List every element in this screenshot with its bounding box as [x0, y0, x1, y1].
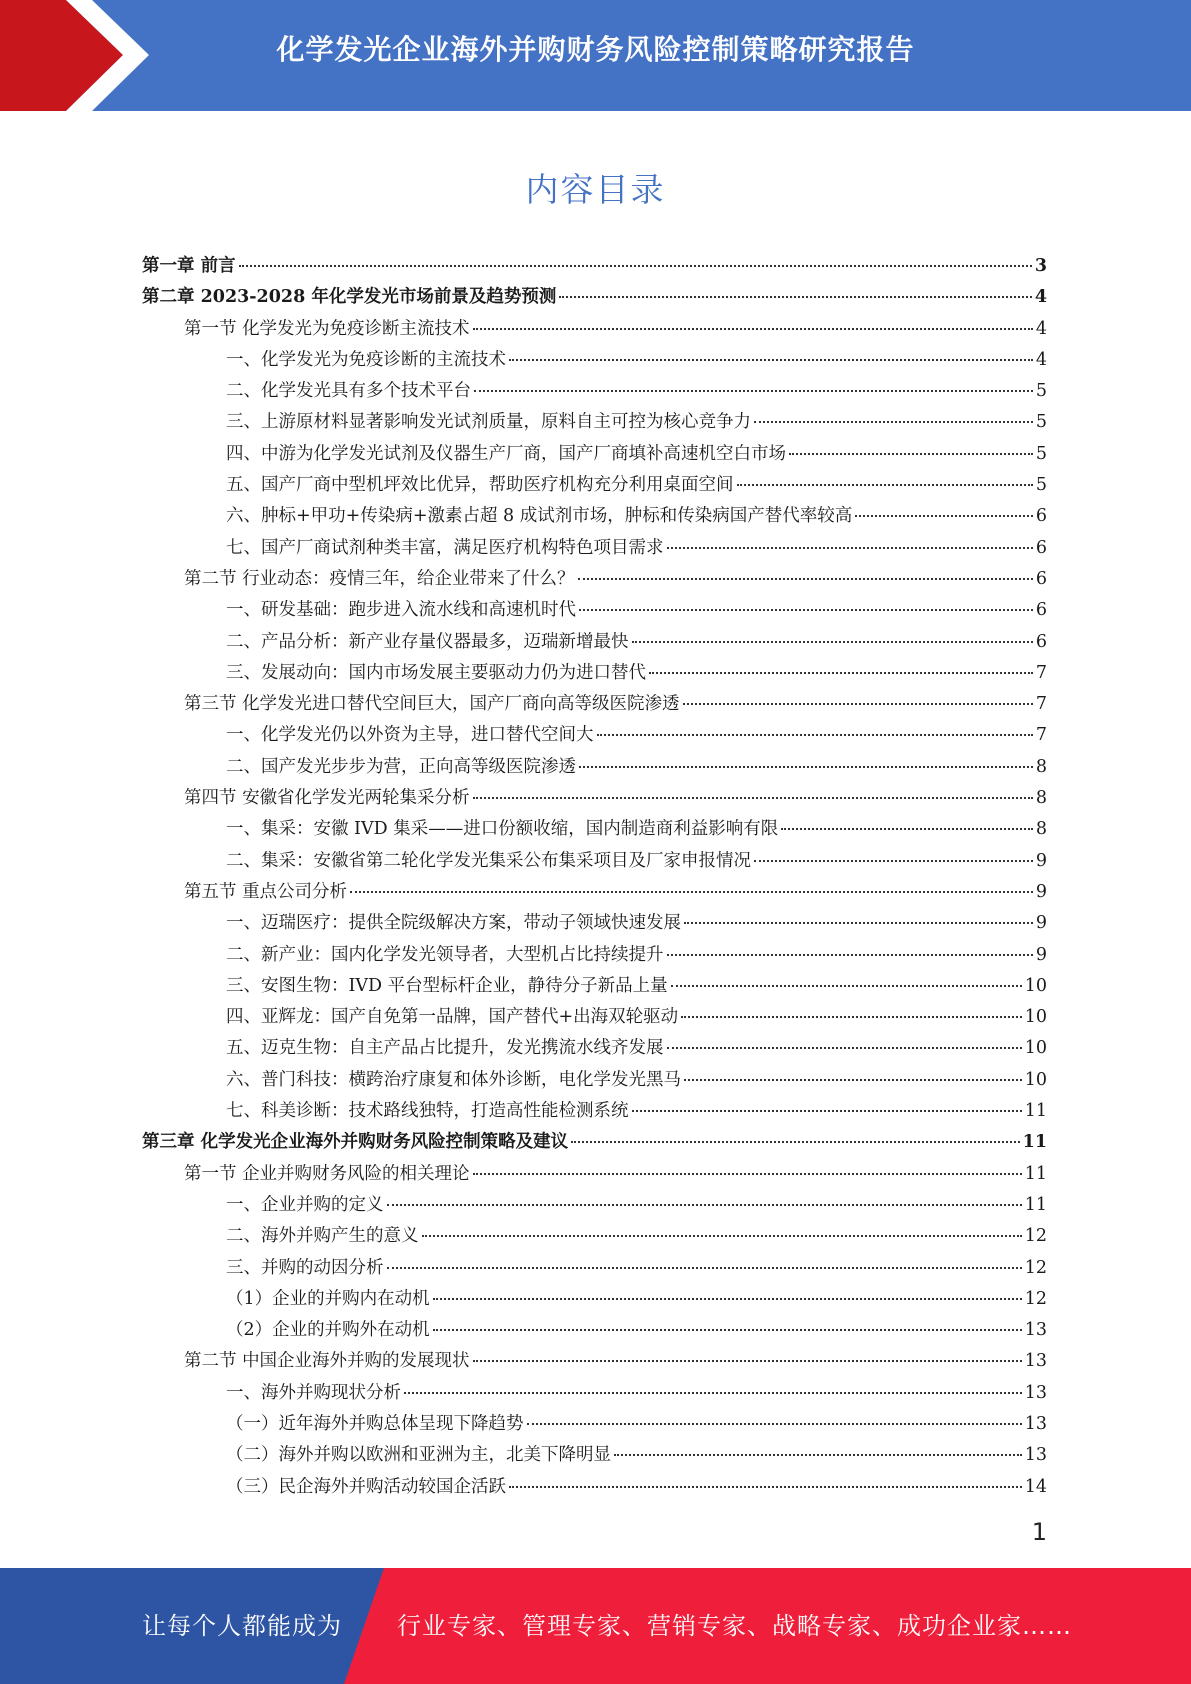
toc-entry-title: （1）企业的并购内在动机: [226, 1288, 430, 1309]
toc-entry-page: 5: [1035, 443, 1047, 464]
toc-dot-leader: [387, 1267, 1022, 1269]
page-title: 内容目录: [525, 170, 666, 209]
toc-entry-title: 三、并购的动因分析: [226, 1257, 384, 1278]
toc-dot-leader: [404, 1392, 1022, 1394]
toc-dot-leader: [684, 922, 1033, 924]
toc-entry-page: 6: [1035, 600, 1047, 621]
toc-dot-leader: [473, 1360, 1022, 1362]
toc-dot-leader: [527, 1423, 1022, 1425]
toc-entry-title: 第五节 重点公司分析: [184, 881, 348, 902]
toc-entry-title: 三、上游原材料显著影响发光试剂质量，原料自主可控为核心竞争力: [226, 412, 751, 433]
toc-entry-title: 一、研发基础：跑步进入流水线和高速机时代: [226, 600, 576, 621]
toc-entry-title: 六、肿标+甲功+传染病+激素占超 8 成试剂市场，肿标和传染病国产替代率较高: [226, 506, 853, 527]
toc-entry-title: 一、集采：安徽 IVD 集采——进口份额收缩，国内制造商利益影响有限: [226, 819, 779, 840]
toc-dot-leader: [433, 1329, 1022, 1331]
toc-entry-title: 四、亚辉龙：国产自免第一品牌，国产替代+出海双轮驱动: [226, 1007, 679, 1028]
toc-entry-title: 第三节 化学发光进口替代空间巨大，国产厂商向高等级医院渗透: [184, 694, 680, 715]
toc-dot-leader: [667, 954, 1033, 956]
toc-dot-leader: [667, 547, 1033, 549]
toc-entry-page: 10: [1024, 1038, 1047, 1059]
toc-entry-page: 12: [1024, 1257, 1047, 1278]
page-number: 1: [1031, 1518, 1047, 1546]
toc-dot-leader: [422, 1235, 1022, 1237]
toc-entry-title: 二、集采：安徽省第二轮化学发光集采公布集采项目及厂家申报情况: [226, 850, 751, 871]
toc-entry[interactable]: [142, 252, 1047, 283]
toc-entry[interactable]: [142, 1441, 1047, 1472]
toc-dot-leader: [387, 1204, 1022, 1206]
toc-entry-title: 七、国产厂商试剂种类丰富，满足医疗机构特色项目需求: [226, 537, 664, 558]
toc-entry-page: 13: [1024, 1351, 1047, 1372]
toc-entry[interactable]: [142, 784, 1047, 815]
toc-entry-page: 13: [1024, 1413, 1047, 1434]
toc-dot-leader: [649, 672, 1033, 674]
toc-entry-page: 8: [1035, 788, 1047, 809]
toc-entry-title: （一）近年海外并购总体呈现下降趋势: [226, 1413, 524, 1434]
footer-slogan-left: 让每个人都能成为: [142, 1612, 342, 1640]
toc-entry[interactable]: [142, 815, 1047, 846]
toc-entry-title: 二、新产业：国内化学发光领导者，大型机占比持续提升: [226, 944, 664, 965]
toc-entry-title: 第二章 2023-2028 年化学发光市场前景及趋势预测: [142, 287, 557, 308]
toc-entry[interactable]: [142, 346, 1047, 377]
toc-entry[interactable]: [142, 1191, 1047, 1222]
toc-entry-page: 13: [1024, 1382, 1047, 1403]
toc-entry[interactable]: [142, 847, 1047, 878]
toc-dot-leader: [571, 1141, 1020, 1143]
toc-entry-title: 二、化学发光具有多个技术平台: [226, 381, 471, 402]
toc-entry-title: （二）海外并购以欧洲和亚洲为主，北美下降明显: [226, 1445, 611, 1466]
toc-dot-leader: [683, 703, 1033, 705]
toc-dot-leader: [559, 296, 1031, 298]
toc-entry-page: 11: [1022, 1132, 1047, 1153]
toc-entry[interactable]: [142, 941, 1047, 972]
toc-entry[interactable]: [142, 1222, 1047, 1253]
toc-entry-title: 二、海外并购产生的意义: [226, 1226, 419, 1247]
toc-entry[interactable]: [142, 534, 1047, 565]
toc-entry-title: 五、迈克生物：自主产品占比提升，发光携流水线齐发展: [226, 1038, 664, 1059]
toc-entry-title: 第一章 前言: [142, 256, 236, 276]
toc-dot-leader: [667, 1047, 1022, 1049]
toc-dot-leader: [579, 609, 1033, 611]
toc-dot-leader: [684, 1079, 1022, 1081]
toc-entry[interactable]: [142, 408, 1047, 439]
toc-entry-page: 14: [1024, 1476, 1047, 1497]
toc-dot-leader: [473, 1173, 1022, 1175]
toc-entry-title: 五、国产厂商中型机坪效比优异，帮助医疗机构充分利用桌面空间: [226, 475, 734, 496]
toc-dot-leader: [737, 484, 1033, 486]
toc-entry[interactable]: [142, 1034, 1047, 1065]
toc-entry-title: 三、安图生物：IVD 平台型标杆企业，静待分子新品上量: [226, 975, 668, 996]
toc-dot-leader: [579, 766, 1033, 768]
toc-entry-title: 第四节 安徽省化学发光两轮集采分析: [184, 788, 470, 809]
toc-entry[interactable]: [142, 502, 1047, 533]
toc-dot-leader: [473, 797, 1033, 799]
footer-slogan-right: 行业专家、管理专家、营销专家、战略专家、成功企业家……: [397, 1612, 1072, 1640]
toc-entry-title: 一、化学发光仍以外资为主导，进口替代空间大: [226, 725, 594, 746]
report-title: 化学发光企业海外并购财务风险控制策略研究报告: [276, 33, 915, 66]
toc-entry-title: （2）企业的并购外在动机: [226, 1320, 430, 1341]
toc-entry[interactable]: [142, 909, 1047, 940]
toc-entry-page: 3: [1034, 256, 1047, 276]
toc-entry[interactable]: [142, 1128, 1047, 1159]
toc-dot-leader: [509, 359, 1033, 361]
toc-entry-page: 4: [1035, 318, 1047, 339]
toc-entry-title: 一、化学发光为免疫诊断的主流技术: [226, 349, 506, 370]
toc-entry[interactable]: [142, 878, 1047, 909]
toc-entry-title: 二、国产发光步步为营，正向高等级医院渗透: [226, 756, 576, 777]
toc-entry-page: 9: [1035, 881, 1047, 902]
toc-entry-page: 5: [1035, 475, 1047, 496]
toc-dot-leader: [754, 860, 1033, 862]
toc-entry[interactable]: [142, 659, 1047, 690]
toc-entry[interactable]: [142, 565, 1047, 596]
toc-entry[interactable]: [142, 283, 1047, 314]
toc-entry[interactable]: [142, 721, 1047, 752]
toc-entry-title: 二、产品分析：新产业存量仪器最多，迈瑞新增最快: [226, 631, 629, 652]
toc-entry[interactable]: [142, 1160, 1047, 1191]
toc-entry-page: 7: [1035, 662, 1047, 683]
toc-entry-title: 第一节 企业并购财务风险的相关理论: [184, 1163, 470, 1184]
toc-entry[interactable]: [142, 690, 1047, 721]
toc-entry-page: 13: [1024, 1320, 1047, 1341]
toc-dot-leader: [632, 641, 1033, 643]
toc-entry-page: 10: [1024, 1007, 1047, 1028]
toc-entry[interactable]: [142, 1316, 1047, 1347]
toc-entry[interactable]: [142, 1410, 1047, 1441]
toc-entry-page: 8: [1035, 819, 1047, 840]
toc-entry[interactable]: [142, 972, 1047, 1003]
toc-entry[interactable]: [142, 315, 1047, 346]
toc-entry-page: 7: [1035, 725, 1047, 746]
toc-entry[interactable]: [142, 1254, 1047, 1285]
toc-entry-title: （三）民企海外并购活动较国企活跃: [226, 1476, 506, 1497]
toc-entry-page: 7: [1035, 694, 1047, 715]
toc-entry-title: 六、普门科技：横跨治疗康复和体外诊断，电化学发光黑马: [226, 1069, 681, 1090]
toc-entry-title: 第三章 化学发光企业海外并购财务风险控制策略及建议: [142, 1132, 569, 1153]
toc-dot-leader: [433, 1298, 1022, 1300]
toc-dot-leader: [754, 421, 1033, 423]
header-banner: [0, 0, 1191, 111]
toc-dot-leader: [671, 985, 1022, 987]
toc-dot-leader: [789, 453, 1033, 455]
toc-entry[interactable]: [142, 377, 1047, 408]
toc-entry-page: 13: [1024, 1445, 1047, 1466]
toc-dot-leader: [781, 828, 1033, 830]
toc-entry-title: 一、迈瑞医疗：提供全院级解决方案，带动子领域快速发展: [226, 913, 681, 934]
toc-entry-page: 6: [1035, 631, 1047, 652]
table-of-contents: [142, 252, 1047, 1504]
toc-entry-page: 5: [1035, 412, 1047, 433]
toc-entry-page: 11: [1024, 1101, 1047, 1122]
toc-entry[interactable]: [142, 1473, 1047, 1504]
toc-entry[interactable]: [142, 1347, 1047, 1378]
toc-entry-page: 10: [1024, 1069, 1047, 1090]
toc-entry-page: 8: [1035, 756, 1047, 777]
toc-dot-leader: [474, 390, 1033, 392]
toc-entry-title: 一、企业并购的定义: [226, 1194, 384, 1215]
toc-entry-page: 6: [1035, 506, 1047, 527]
toc-entry-page: 10: [1024, 975, 1047, 996]
footer-banner: [0, 1568, 1191, 1684]
toc-entry-title: 四、中游为化学发光试剂及仪器生产厂商，国产厂商填补高速机空白市场: [226, 443, 786, 464]
toc-entry-page: 12: [1024, 1226, 1047, 1247]
toc-entry[interactable]: [142, 1097, 1047, 1128]
toc-entry[interactable]: [142, 1066, 1047, 1097]
toc-entry[interactable]: [142, 628, 1047, 659]
toc-entry[interactable]: [142, 596, 1047, 627]
toc-dot-leader: [509, 1486, 1022, 1488]
toc-entry[interactable]: [142, 471, 1047, 502]
toc-entry-page: 9: [1035, 913, 1047, 934]
toc-entry-page: 6: [1035, 568, 1047, 589]
toc-entry[interactable]: [142, 753, 1047, 784]
toc-dot-leader: [597, 734, 1033, 736]
toc-entry-page: 11: [1024, 1163, 1047, 1184]
toc-entry-title: 一、海外并购现状分析: [226, 1382, 401, 1403]
toc-entry-title: 三、发展动向：国内市场发展主要驱动力仍为进口替代: [226, 662, 646, 683]
toc-dot-leader: [855, 515, 1033, 517]
toc-dot-leader: [473, 328, 1033, 330]
toc-entry-title: 第二节 中国企业海外并购的发展现状: [184, 1351, 470, 1372]
toc-entry-page: 4: [1035, 349, 1047, 370]
toc-entry-page: 4: [1034, 287, 1047, 308]
toc-entry-page: 5: [1035, 381, 1047, 402]
toc-entry[interactable]: [142, 1379, 1047, 1410]
toc-entry-title: 第二节 行业动态：疫情三年，给企业带来了什么？: [184, 568, 575, 589]
toc-dot-leader: [681, 1016, 1022, 1018]
toc-entry-title: 第一节 化学发光为免疫诊断主流技术: [184, 318, 470, 339]
toc-dot-leader: [578, 578, 1033, 580]
toc-entry[interactable]: [142, 440, 1047, 471]
toc-entry-page: 11: [1024, 1194, 1047, 1215]
toc-entry-page: 9: [1035, 944, 1047, 965]
toc-entry-page: 9: [1035, 850, 1047, 871]
toc-dot-leader: [614, 1454, 1022, 1456]
toc-entry-title: 七、科美诊断：技术路线独特，打造高性能检测系统: [226, 1101, 629, 1122]
toc-entry[interactable]: [142, 1285, 1047, 1316]
toc-dot-leader: [632, 1110, 1022, 1112]
toc-dot-leader: [350, 891, 1033, 893]
toc-dot-leader: [239, 265, 1032, 267]
toc-entry-page: 6: [1035, 537, 1047, 558]
toc-entry-page: 12: [1024, 1288, 1047, 1309]
toc-entry[interactable]: [142, 1003, 1047, 1034]
